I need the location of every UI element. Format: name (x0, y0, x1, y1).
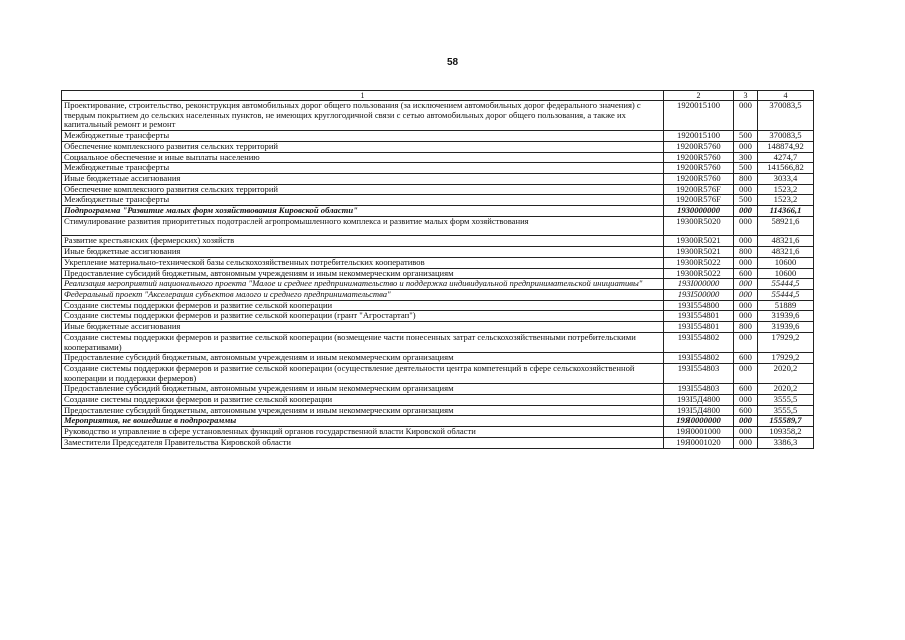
row-amount-cell: 148874,92 (758, 141, 814, 152)
row-code-cell: 19200R5760 (664, 163, 734, 174)
row-name-cell: Социальное обеспечение и иные выплаты населению (62, 152, 664, 163)
table-row (62, 363, 814, 383)
budget-table (61, 90, 814, 449)
table-row (62, 247, 814, 258)
row-code-cell: 193I554803 (664, 384, 734, 395)
table-row (62, 216, 814, 236)
column-header: 1 (62, 91, 664, 101)
row-code-cell: 19300R5022 (664, 268, 734, 279)
row-code-cell: 1930000000 (664, 206, 734, 217)
table-row (62, 395, 814, 406)
row-group-cell: 000 (734, 257, 758, 268)
row-group-cell: 600 (734, 353, 758, 364)
row-group-cell: 600 (734, 268, 758, 279)
row-code-cell: 193I500000 (664, 289, 734, 300)
row-name-cell: Межбюджетные трансферты (62, 195, 664, 206)
table-row (62, 427, 814, 438)
row-amount-cell: 370083,5 (758, 101, 814, 131)
row-name-cell: Межбюджетные трансферты (62, 131, 664, 142)
row-amount-cell: 55444,5 (758, 279, 814, 290)
row-group-cell: 000 (734, 300, 758, 311)
row-name-cell: Стимулирование развития приоритетных подотраслей агропромышленного комплекса и развитие малых форм хозяйствования (62, 216, 664, 236)
row-name-cell: Предоставление субсидий бюджетным, автономным учреждениям и иным некоммерческим организациям (62, 353, 664, 364)
table-row (62, 163, 814, 174)
row-group-cell: 000 (734, 363, 758, 383)
row-group-cell: 600 (734, 384, 758, 395)
row-name-cell: Создание системы поддержки фермеров и развитие сельской кооперации (62, 395, 664, 406)
row-name-cell: Иные бюджетные ассигнования (62, 322, 664, 333)
row-code-cell: 193I554802 (664, 353, 734, 364)
row-amount-cell: 58921,6 (758, 216, 814, 236)
table-row (62, 384, 814, 395)
table-row (62, 279, 814, 290)
row-code-cell: 193I5Д4800 (664, 395, 734, 406)
row-code-cell: 19200R576F (664, 184, 734, 195)
row-name-cell: Укрепление материально-технической базы сельскохозяйственных потребительских кооперативов (62, 257, 664, 268)
row-amount-cell: 3555,5 (758, 395, 814, 406)
row-code-cell: 19300R5021 (664, 247, 734, 258)
table-row (62, 268, 814, 279)
row-code-cell: 19300R5021 (664, 236, 734, 247)
table-row (62, 101, 814, 131)
row-amount-cell: 51889 (758, 300, 814, 311)
row-name-cell: Обеспечение комплексного развития сельских территорий (62, 184, 664, 195)
row-code-cell: 193I554801 (664, 311, 734, 322)
table-header-row (62, 91, 814, 101)
row-code-cell: 1920015100 (664, 131, 734, 142)
row-name-cell: Обеспечение комплексного развития сельских территорий (62, 141, 664, 152)
row-name-cell: Предоставление субсидий бюджетным, автономным учреждениям и иным некоммерческим организациям (62, 268, 664, 279)
row-amount-cell: 3555,5 (758, 405, 814, 416)
row-code-cell: 19200R5760 (664, 141, 734, 152)
row-group-cell: 000 (734, 427, 758, 438)
row-group-cell: 000 (734, 141, 758, 152)
row-amount-cell: 2020,2 (758, 363, 814, 383)
table-row (62, 289, 814, 300)
row-code-cell: 19200R5760 (664, 152, 734, 163)
row-group-cell: 000 (734, 289, 758, 300)
row-amount-cell: 10600 (758, 268, 814, 279)
row-group-cell: 000 (734, 101, 758, 131)
row-code-cell: 19Я0000000 (664, 416, 734, 427)
row-name-cell: Создание системы поддержки фермеров и развитие сельской кооперации (грант "Агростартап") (62, 311, 664, 322)
row-name-cell: Предоставление субсидий бюджетным, автономным учреждениям и иным некоммерческим организациям (62, 405, 664, 416)
row-name-cell: Межбюджетные трансферты (62, 163, 664, 174)
row-amount-cell: 17929,2 (758, 353, 814, 364)
row-name-cell: Предоставление субсидий бюджетным, автономным учреждениям и иным некоммерческим организациям (62, 384, 664, 395)
row-group-cell: 000 (734, 184, 758, 195)
row-amount-cell: 3033,4 (758, 173, 814, 184)
row-name-cell: Развитие крестьянских (фермерских) хозяйств (62, 236, 664, 247)
row-name-cell: Заместители Председателя Правительства Кировской области (62, 437, 664, 448)
table-row (62, 300, 814, 311)
row-group-cell: 800 (734, 322, 758, 333)
row-group-cell: 000 (734, 437, 758, 448)
table-row (62, 353, 814, 364)
row-name-cell: Создание системы поддержки фермеров и развитие сельской кооперации (возмещение части понесенных затрат сельскохозяйственными потребительскими кооперативами) (62, 332, 664, 352)
row-group-cell: 800 (734, 173, 758, 184)
row-name-cell: Проектирование, строительство, реконструкция автомобильных дорог общего пользования (за исключением автомобильных дорог федерального значения) с твердым покрытием до сельских населенных пунктов, не имеющих круглогодичной связи с сетью автомобильных дорог общего пользования, а также их капитальный ремонт и ремонт (62, 101, 664, 131)
row-amount-cell: 10600 (758, 257, 814, 268)
row-group-cell: 000 (734, 206, 758, 217)
row-group-cell: 000 (734, 395, 758, 406)
row-name-cell: Подпрограмма "Развитие малых форм хозяйствования Кировской области" (62, 206, 664, 217)
row-group-cell: 000 (734, 216, 758, 236)
row-name-cell: Иные бюджетные ассигнования (62, 173, 664, 184)
row-group-cell: 000 (734, 311, 758, 322)
row-amount-cell: 370083,5 (758, 131, 814, 142)
column-header: 3 (734, 91, 758, 101)
table-row (62, 141, 814, 152)
table-row (62, 184, 814, 195)
row-amount-cell: 31939,6 (758, 311, 814, 322)
row-code-cell: 193I554801 (664, 322, 734, 333)
row-amount-cell: 31939,6 (758, 322, 814, 333)
page-number: 58 (446, 57, 459, 68)
row-name-cell: Реализация мероприятий национального проекта "Малое и среднее предпринимательство и поддержка индивидуальной предпринимательской инициативы" (62, 279, 664, 290)
table-row (62, 195, 814, 206)
row-amount-cell: 2020,2 (758, 384, 814, 395)
row-group-cell: 500 (734, 195, 758, 206)
row-group-cell: 300 (734, 152, 758, 163)
column-header: 4 (758, 91, 814, 101)
row-amount-cell: 17929,2 (758, 332, 814, 352)
row-group-cell: 000 (734, 236, 758, 247)
row-code-cell: 19Я0001020 (664, 437, 734, 448)
row-group-cell: 000 (734, 332, 758, 352)
row-amount-cell: 48321,6 (758, 247, 814, 258)
table-row (62, 322, 814, 333)
table-row (62, 206, 814, 217)
table-row (62, 257, 814, 268)
row-group-cell: 800 (734, 247, 758, 258)
row-amount-cell: 1523,2 (758, 195, 814, 206)
row-amount-cell: 155589,7 (758, 416, 814, 427)
table-row (62, 131, 814, 142)
row-code-cell: 19300R5020 (664, 216, 734, 236)
table-row (62, 405, 814, 416)
row-name-cell: Создание системы поддержки фермеров и развитие сельской кооперации (осуществление деятельности центра компетенций в сфере сельскохозяйственной кооперации и поддержки фермеров) (62, 363, 664, 383)
row-group-cell: 600 (734, 405, 758, 416)
table-row (62, 152, 814, 163)
row-code-cell: 193I554803 (664, 363, 734, 383)
row-group-cell: 500 (734, 131, 758, 142)
row-amount-cell: 55444,5 (758, 289, 814, 300)
row-code-cell: 19200R5760 (664, 173, 734, 184)
row-amount-cell: 4274,7 (758, 152, 814, 163)
row-amount-cell: 141566,82 (758, 163, 814, 174)
row-name-cell: Руководство и управление в сфере установленных функций органов государственной власти Кировской области (62, 427, 664, 438)
row-code-cell: 1920015100 (664, 101, 734, 131)
table-row (62, 416, 814, 427)
table-row (62, 311, 814, 322)
table-row (62, 236, 814, 247)
row-amount-cell: 114366,1 (758, 206, 814, 217)
row-code-cell: 19200R576F (664, 195, 734, 206)
column-header: 2 (664, 91, 734, 101)
row-code-cell: 19300R5022 (664, 257, 734, 268)
table-row (62, 173, 814, 184)
row-code-cell: 193I554802 (664, 332, 734, 352)
row-code-cell: 19Я0001000 (664, 427, 734, 438)
row-name-cell: Мероприятия, не вошедшие в подпрограммы (62, 416, 664, 427)
row-amount-cell: 109358,2 (758, 427, 814, 438)
row-name-cell: Создание системы поддержки фермеров и развитие сельской кооперации (62, 300, 664, 311)
row-code-cell: 193I5Д4800 (664, 405, 734, 416)
row-code-cell: 193I554800 (664, 300, 734, 311)
table-row (62, 437, 814, 448)
table-row (62, 332, 814, 352)
row-name-cell: Иные бюджетные ассигнования (62, 247, 664, 258)
row-amount-cell: 1523,2 (758, 184, 814, 195)
row-name-cell: Федеральный проект "Акселерация субъектов малого и среднего предпринимательства" (62, 289, 664, 300)
row-group-cell: 000 (734, 416, 758, 427)
row-code-cell: 193I000000 (664, 279, 734, 290)
row-amount-cell: 3386,3 (758, 437, 814, 448)
row-group-cell: 500 (734, 163, 758, 174)
row-group-cell: 000 (734, 279, 758, 290)
row-amount-cell: 48321,6 (758, 236, 814, 247)
